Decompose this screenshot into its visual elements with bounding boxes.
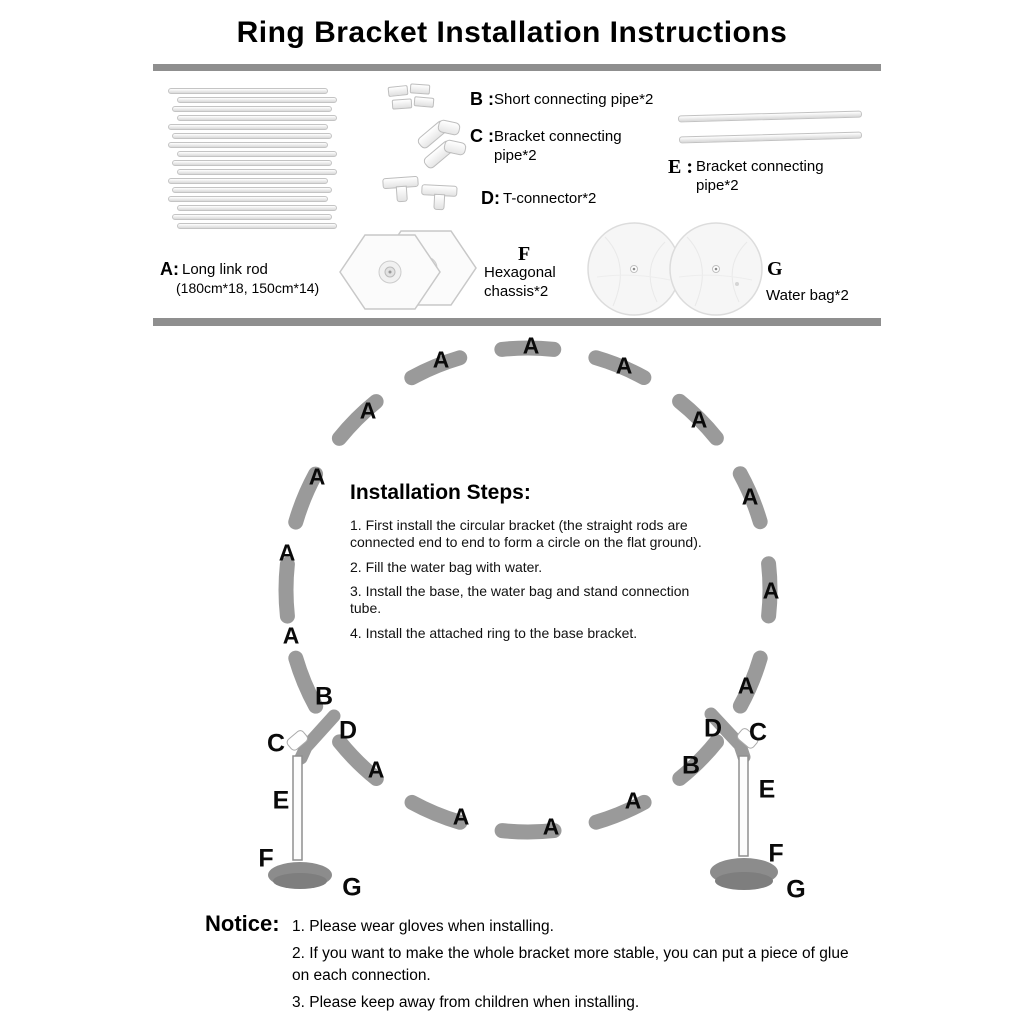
- long-bracket-pipe-icon: [679, 132, 862, 144]
- label-d-left: D: [338, 716, 358, 745]
- ring-segment-label: A: [432, 346, 450, 373]
- ring-segment-label: A: [741, 483, 759, 510]
- notice-item-2: 2. If you want to make the whole bracket more stable, you can put a piece of glue on each connection.: [292, 945, 849, 984]
- notice-list: [292, 916, 857, 1019]
- ring-segment-label: A: [737, 672, 755, 699]
- steps-heading: Installation Steps:: [350, 481, 531, 504]
- label-e-right: E: [758, 775, 776, 804]
- ring-segment-label: A: [522, 332, 540, 359]
- ring-segment-label: A: [367, 756, 385, 783]
- part-d-label: D:: [481, 188, 500, 208]
- installation-steps: [350, 481, 722, 649]
- hexagonal-chassis-icon: [338, 224, 480, 316]
- part-g-label: G: [767, 258, 783, 280]
- part-d-name: T-connector*2: [503, 190, 597, 207]
- notice-item-1: 1. Please wear gloves when installing.: [292, 918, 554, 935]
- ring-segment-label: A: [452, 803, 470, 830]
- ring-segment-label: A: [278, 539, 296, 566]
- part-c-name: Bracket connecting pipe*2: [494, 128, 622, 164]
- step-item-3: 3. Install the base, the water bag and stand connection tube.: [350, 583, 690, 617]
- label-e-left: E: [272, 786, 290, 815]
- page-title: Ring Bracket Installation Instructions: [236, 16, 788, 49]
- bracket-pipe-icon: [408, 116, 472, 170]
- step-item-4: 4. Install the attached ring to the base bracket.: [350, 624, 638, 641]
- label-f-right: F: [768, 839, 784, 868]
- right-stand-pole: [739, 756, 748, 856]
- label-g-right: G: [786, 875, 806, 904]
- divider-middle: [153, 318, 881, 326]
- label-b-left: B: [314, 682, 334, 711]
- notice-heading: Notice:: [205, 911, 280, 936]
- label-g-left: G: [342, 873, 362, 902]
- left-stand-pole: [293, 756, 302, 860]
- short-pipe-icon: [388, 84, 438, 114]
- water-bag-icon: [585, 222, 770, 318]
- part-f-name: Hexagonal chassis*2: [484, 264, 556, 300]
- ring-segment-label: A: [282, 622, 300, 649]
- step-item-1: 1. First install the circular bracket (the straight rods are connected end to end to form a circle on the flat ground).: [350, 517, 702, 551]
- label-c-right: C: [748, 718, 768, 747]
- ring-segment-label: A: [762, 577, 780, 604]
- t-connector-icon: [383, 174, 463, 218]
- label-b-right: B: [681, 751, 701, 780]
- part-f-label: F: [518, 243, 531, 265]
- part-a-label: A:: [160, 259, 179, 279]
- ring-segment-label: A: [542, 813, 560, 840]
- ring-segment-label: A: [624, 787, 642, 814]
- ring-segment-label: A: [359, 397, 377, 424]
- divider-top: [153, 64, 881, 71]
- long-rods-icon: [168, 88, 338, 232]
- part-b-name: Short connecting pipe*2: [494, 91, 654, 108]
- part-e-label: E :: [668, 156, 693, 178]
- part-a-name: Long link rod: [182, 261, 268, 278]
- label-f-left: F: [258, 844, 274, 873]
- label-c-left: C: [266, 729, 286, 758]
- part-e-name: Bracket connecting pipe*2: [696, 158, 824, 194]
- part-c-label: C :: [470, 126, 494, 146]
- ring-segment-label: A: [308, 463, 326, 490]
- part-b-label: B :: [470, 89, 494, 109]
- ring-segment-label: A: [615, 352, 633, 379]
- long-bracket-pipe-icon: [678, 111, 862, 123]
- notice-item-3: 3. Please keep away from children when installing.: [292, 994, 640, 1011]
- part-g-name: Water bag*2: [766, 287, 849, 304]
- ring-segment-label: A: [690, 406, 708, 433]
- step-item-2: 2. Fill the water bag with water.: [350, 558, 543, 575]
- label-d-right: D: [703, 714, 723, 743]
- part-a-detail: (180cm*18, 150cm*14): [176, 280, 320, 296]
